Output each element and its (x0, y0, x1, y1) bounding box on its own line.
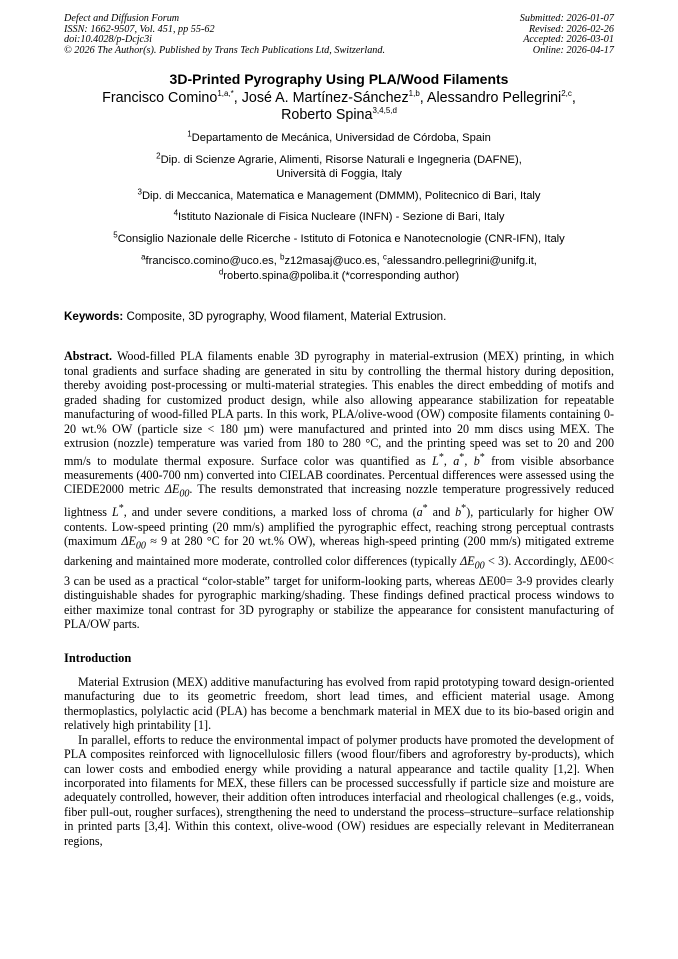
section-heading: Introduction (64, 650, 132, 665)
author-affiliation-marks: 1,a,* (217, 89, 234, 99)
publication-dates (520, 14, 614, 56)
affiliation-text: Istituto Nazionale di Fisica Nucleare (INFN) - Sezione di Bari, Italy (178, 211, 505, 224)
affiliation-number: 2 (156, 151, 161, 161)
paper-title: 3D-Printed Pyrography Using PLA/Wood Filaments (169, 71, 509, 88)
journal-header (64, 14, 614, 56)
affiliation-number: 3 (137, 187, 142, 197)
corresponding-note: (*corresponding author) (341, 269, 460, 282)
affiliation (64, 153, 614, 182)
affiliation (64, 131, 614, 146)
affiliation (64, 232, 614, 247)
abstract: Abstract. Wood-filled PLA filaments enable 3D pyrography in material-extrusion (MEX) printing, in which tonal gradients and surface shading are generated in situ by controlling the thermal history during deposition, thereby avoiding post-processing or multi-material strategies. This enables the direct embedding of motifs and graded shading for customized product design, while also allowing appearance stabilization for repeatable manufacturing of wood-filled PLA parts. In this work, PLA/olive-wood (OW) composite filaments containing 0-20 wt.% OW (particle size < 180 µm) were manufactured and printed into 20 mm discs using MEX. The extrusion (nozzle) temperature was varied from 180 to 280 °C, and the printing speed was set to 20 and 200 mm/s to modulate thermal exposure. Surface color was quantified as L*, a*, b* from visible absorbance measurements (400-700 nm) converted into CIELAB coordinates. Percentual differences were assessed using the CIEDE2000 metric $\Delta E_{00}$. The results demonstrated that increasing nozzle temperature progressively reduced lightness L*, and under severe conditions, a marked loss of chroma (a* and b*), particularly for higher OW contents. Low-speed printing (20 mm/s) amplified the pyrographic effect, reaching strong perceptual contrasts (maximum $\Delta E_{00} \approx 9$ at 280 °C for 20 wt.% OW), whereas high-speed printing (200 mm/s) mitigated extreme darkening and maintained more moderate, controlled color differences (typically $\Delta E_{00} < 3$). Accordingly, ΔE00< 3 can be used as a practical “color-stable” target for uniform-looking parts, whereas ΔE00= 3-9 provides clearly distinguishable shades for pyrographic marking/shading. These findings defined practical process windows to either maximize tonal contrast for 3D pyrography or stabilize the appearance for consistent manufacturing of PLA/OW parts. (64, 349, 615, 632)
affiliation (64, 210, 614, 225)
date-accepted: Accepted: 2026-03-01 (523, 34, 614, 46)
journal-name: Defect and Diffusion Forum (64, 13, 180, 24)
journal-info (64, 14, 385, 56)
keywords (64, 310, 614, 324)
paragraph: In parallel, efforts to reduce the environmental impact of polymer products have promoted the development of PLA composites reinforced with lignocellulosic fillers (wood flour/fibers and agroforestry by-products), which can lower costs and embodied energy while providing a natural appearance and tactile quality [1,2]. When incorporated into filaments for MEX, these fillers can be processed successfully if particle size and moisture are adequately controlled, however, their addition often introduces interfacial and rheological challenges (e.g., voids, fiber pull-out, rougher surfaces), strengthening the need to understand the process–structure–surface relationship in printed parts [3,4]. Within this context, olive-wood (OW) residues are especially relevant in Mediterranean regions, (64, 732, 614, 848)
affiliation-text: Dip. di Scienze Agrarie, Alimenti, Risorse Naturali e Ingegneria (DAFNE), (160, 153, 522, 166)
affiliation-number: 1 (187, 129, 192, 139)
email-link[interactable]: francisco.comino@uco.es, (145, 255, 277, 268)
affiliation (64, 189, 614, 204)
keywords-label: Keywords: (64, 310, 124, 324)
affiliation-number: 4 (173, 208, 179, 218)
date-online: Online: 2026-04-17 (532, 44, 614, 56)
keywords-text: Composite, 3D pyrography, Wood filament, Material Extrusion. (126, 310, 447, 324)
author-list: Francisco Comino$^{1,a,*}$, José A. Martínez-Sánchez$^{1,b}$, Alessandro Pellegrini$^{2,c}$, Roberto Spina$^{3,4,5,d}$ (102, 89, 576, 124)
author-name: Roberto Spina (281, 107, 373, 124)
author-name: Francisco Comino (102, 90, 218, 107)
author-name: Alessandro Pellegrini (426, 90, 562, 107)
author-affiliation-marks: 3,4,5,d (372, 106, 397, 116)
journal-doi: doi:10.4028/p-Dcjc3i (64, 34, 152, 46)
author-affiliation-marks: 2,c (561, 89, 572, 99)
email-link[interactable]: roberto.spina@poliba.it (223, 269, 339, 282)
affiliation-text: Consiglio Nazionale delle Ricerche - Istituto di Fotonica e Nanotecnologie (CNR-IFN), Italy (117, 232, 565, 245)
affiliation-text: Departamento de Mecánica, Universidad de Córdoba, Spain (191, 132, 491, 145)
email-link[interactable]: z12masaj@uco.es, (284, 255, 380, 268)
affiliation-number: 5 (113, 230, 118, 240)
journal-copyright: © 2026 The Author(s). Published by Trans Tech Publications Ltd, Switzerland. (64, 44, 386, 56)
author-emails: $^a$francisco.comino@uco.es, $^b$z12masaj@uco.es, $^c$alessandro.pellegrini@unifg.it, $^d$roberto.spina@poliba.it (*corresponding author) (141, 252, 537, 282)
paper-page (64, 14, 614, 848)
affiliation-text: Università di Foggia, Italy (276, 168, 402, 181)
date-revised: Revised: 2026-02-26 (528, 23, 614, 35)
date-submitted: Submitted: 2026-01-07 (519, 13, 614, 24)
email-link[interactable]: alessandro.pellegrini@unifg.it, (386, 255, 537, 268)
abstract-label: Abstract. (64, 349, 113, 364)
author-name: José A. Martínez-Sánchez (241, 90, 409, 107)
paragraph: Material Extrusion (MEX) additive manufacturing has evolved from rapid prototyping toward design-oriented manufacturing due to its geometric freedom, short lead times, and efficient material usage. Among thermoplastics, polylactic acid (PLA) has become a benchmark material in MEX due to its bio-based origin and relatively high printability [1]. (64, 674, 614, 733)
affiliation-text: Dip. di Meccanica, Matematica e Management (DMMM), Politecnico di Bari, Italy (141, 189, 541, 202)
journal-issn: ISSN: 1662-9507, Vol. 451, pp 55-62 (64, 23, 215, 35)
author-affiliation-marks: 1,b (408, 89, 420, 99)
